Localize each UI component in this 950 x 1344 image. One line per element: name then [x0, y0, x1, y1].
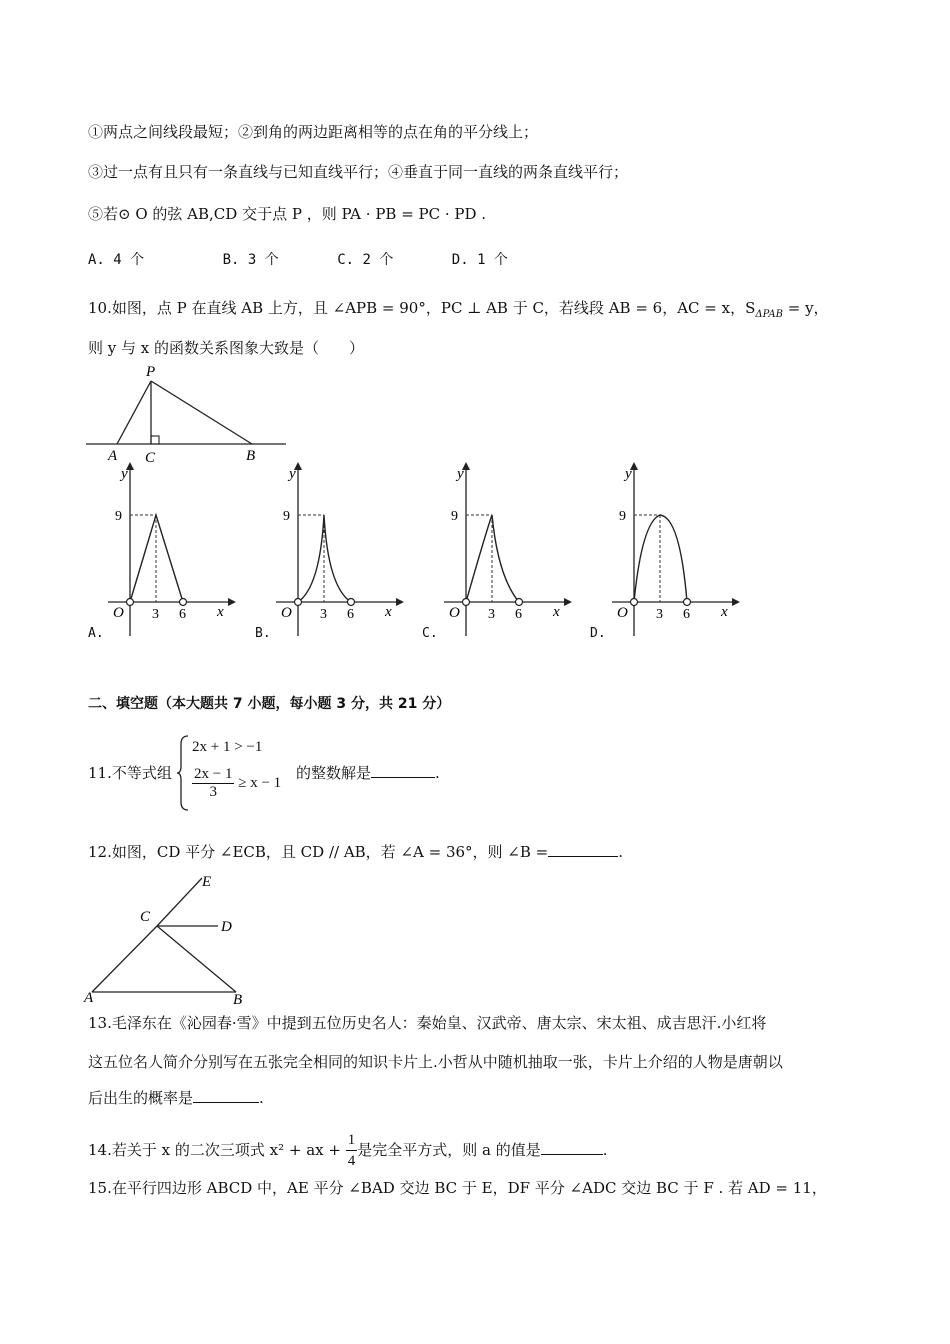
x-axis-arrow-icon — [732, 598, 740, 606]
q14-end: . — [602, 1141, 608, 1159]
q13-line-3 — [88, 1088, 264, 1108]
q9-statement-2: ③过一点有且只有一条直线与已知直线平行；④垂直于同一直线的两条直线平行； — [88, 163, 629, 181]
q14-suffix: 是完全平方式，则 a 的值是 — [357, 1141, 541, 1159]
q9-option-a: A. 4 个 — [88, 252, 145, 268]
x-axis-arrow-icon — [228, 598, 236, 606]
q10-triangle-figure — [80, 362, 300, 467]
svg-text:6: 6 — [347, 607, 354, 622]
q13-line-1: 13.毛泽东在《沁园春·雪》中提到五位历史名人：秦始皇、汉武帝、唐太宗、宋太祖、成吉思汗.小红将 — [88, 1014, 767, 1032]
q10-graph-b-label: B. — [255, 626, 271, 641]
q12-answer-blank[interactable] — [548, 842, 618, 857]
q10-stem-line-2: 则 y 与 x 的函数关系图象大致是（ ） — [88, 339, 365, 357]
q13-end: . — [259, 1089, 264, 1107]
axis-label-x: x — [217, 604, 224, 620]
q14-answer-blank[interactable] — [541, 1140, 603, 1155]
graph-d-curve — [634, 515, 687, 602]
svg-text:y: y — [625, 466, 632, 482]
q15-line-1: 15.在平行四边形 ABCD 中，AE 平分 ∠BAD 交边 BC 于 E，DF 平分 ∠ADC 交边 BC 于 F . 若 AD = 11， — [88, 1179, 827, 1197]
q11-left-brace — [176, 734, 190, 812]
q12-label-d: D — [221, 919, 232, 935]
q13-line-2: 这五位名人简介分别写在五张完全相同的知识卡片上.小哲从中随机抽取一张，卡片上介绍的人物是唐朝以 — [88, 1053, 783, 1071]
q10-graph-c-label: C. — [422, 626, 438, 641]
open-point-six — [180, 599, 187, 606]
open-point-origin — [127, 599, 134, 606]
svg-text:x: x — [721, 604, 728, 620]
q14-prefix: 14.若关于 x 的二次三项式 x² + ax + — [88, 1141, 341, 1159]
tick-label-3: 3 — [152, 607, 159, 622]
q12-end: . — [618, 843, 624, 861]
q10-label-b: B — [246, 448, 256, 464]
q11-suffix-text: 的整数解是 — [296, 764, 372, 782]
q12-segment-cb — [157, 926, 236, 992]
q11-end: . — [435, 764, 440, 782]
origin-label: O — [113, 605, 124, 621]
svg-text:x: x — [553, 604, 560, 620]
svg-text:6: 6 — [515, 607, 522, 622]
svg-text:9: 9 — [619, 509, 626, 524]
q13-line-3-text: 后出生的概率是 — [88, 1089, 194, 1107]
q13-answer-blank[interactable] — [193, 1088, 259, 1103]
q9-option-b: B. 3 个 — [222, 252, 279, 268]
q10-area-subscript: ΔPAB — [755, 309, 783, 320]
q10-graph-a — [108, 462, 238, 637]
q10-stem-text: 10.如图，点 P 在直线 AB 上方，且 ∠APB = 90°，PC ⊥ AB 于 C，若线段 AB = 6，AC = x，S — [88, 299, 756, 317]
q10-graph-d-label: D. — [590, 626, 606, 641]
q10-graph-d — [612, 462, 742, 637]
q12-segment-ac — [92, 926, 157, 992]
q14-stem — [88, 1130, 607, 1171]
q9-statement-1: ①两点之间线段最短；②到角的两边距离相等的点在角的平分线上； — [88, 123, 539, 141]
q10-graph-a-label: A. — [88, 626, 104, 641]
q10-stem-line-1 — [88, 298, 829, 325]
q9-options — [88, 250, 578, 270]
tick-label-9: 9 — [115, 509, 122, 524]
q11-prefix: 11.不等式组 — [88, 764, 172, 782]
q12-label-c: C — [140, 909, 151, 925]
graph-a-curve — [130, 515, 183, 602]
svg-text:6: 6 — [683, 607, 690, 622]
q10-segment-pa — [117, 381, 151, 444]
q12-figure — [80, 866, 250, 1006]
q11-fraction — [192, 766, 234, 801]
q10-label-c: C — [145, 450, 156, 466]
q11-suffix — [296, 763, 440, 783]
q10-label-a: A — [108, 448, 118, 464]
tick-label-6: 6 — [179, 607, 186, 622]
svg-text:O: O — [617, 605, 628, 621]
q9-option-d: D. 1 个 — [451, 252, 508, 268]
svg-text:O: O — [281, 605, 292, 621]
q12-stem — [88, 842, 623, 862]
q12-stem-text: 12.如图，CD 平分 ∠ECB，且 CD // AB，若 ∠A = 36°，则 ∠B = — [88, 843, 549, 861]
q10-graph-c — [444, 462, 574, 637]
q11-inequality-1: 2x + 1 > −1 — [192, 739, 263, 755]
q10-segment-pb — [151, 381, 252, 444]
svg-text:9: 9 — [451, 509, 458, 524]
svg-text:y: y — [457, 466, 464, 482]
graph-b-curve — [298, 515, 351, 602]
q14-fraction — [346, 1130, 358, 1171]
q10-stem-end: = y， — [782, 299, 829, 317]
q11-inequality-2 — [192, 766, 281, 801]
q10-right-angle-mark — [151, 436, 159, 444]
q14-frac-num: 1 — [346, 1130, 358, 1151]
q12-label-b: B — [233, 992, 243, 1006]
q9-option-c: C. 2 个 — [337, 252, 394, 268]
q12-label-a: A — [84, 990, 94, 1006]
graph-c-curve — [466, 515, 519, 602]
svg-text:3: 3 — [656, 607, 663, 622]
q14-frac-den: 4 — [347, 1153, 356, 1169]
x-axis-arrow-icon — [396, 598, 404, 606]
q11-answer-blank[interactable] — [371, 763, 435, 778]
section-2-title: 二、填空题（本大题共 7 小题，每小题 3 分，共 21 分） — [88, 696, 451, 712]
svg-text:3: 3 — [320, 607, 327, 622]
q12-label-e: E — [202, 874, 212, 890]
svg-text:O: O — [449, 605, 460, 621]
q10-graph-b — [276, 462, 406, 637]
x-axis-arrow-icon — [564, 598, 572, 606]
q9-statement-3: ⑤若⊙ O 的弦 AB,CD 交于点 P ，则 PA · PB = PC · PD . — [88, 205, 487, 223]
svg-text:y: y — [289, 466, 296, 482]
svg-text:x: x — [385, 604, 392, 620]
q11-frac-den: 3 — [209, 784, 217, 800]
q10-label-p: P — [146, 364, 156, 380]
q12-segment-ce — [157, 878, 202, 926]
q11-ineq2-rest: ≥ x − 1 — [238, 774, 282, 791]
axis-label-y: y — [121, 466, 128, 482]
svg-text:3: 3 — [488, 607, 495, 622]
svg-text:9: 9 — [283, 509, 290, 524]
q11-frac-num: 2x − 1 — [194, 766, 233, 782]
